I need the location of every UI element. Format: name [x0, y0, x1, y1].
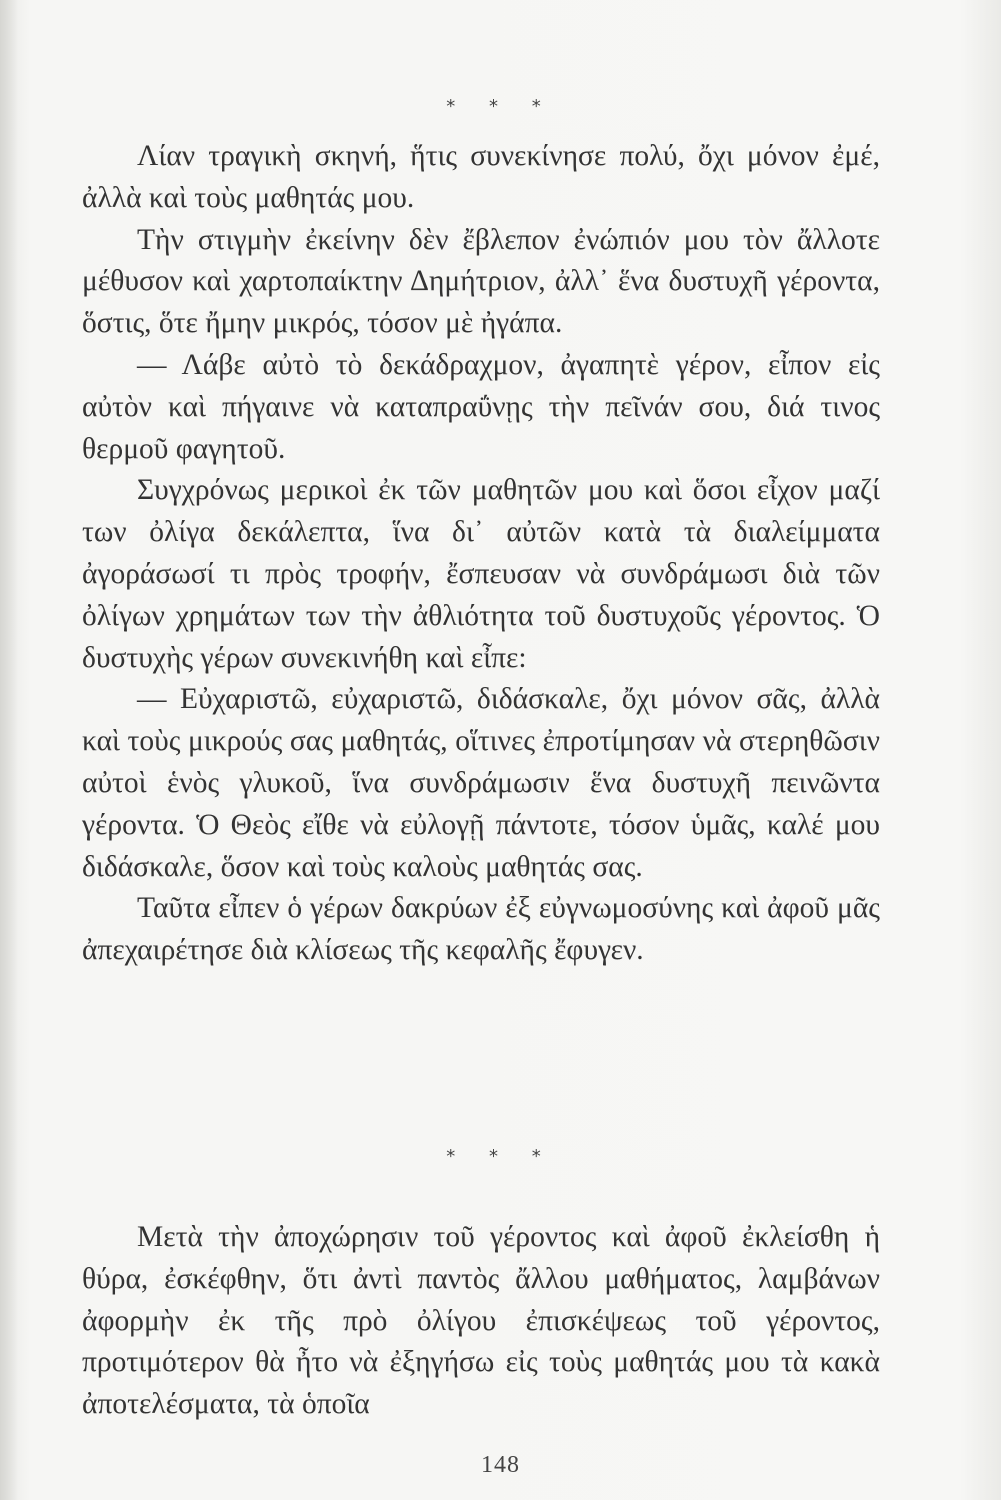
page-gutter-shadow	[0, 0, 18, 1500]
paragraph-3: — Λάβε αὐτὸ τὸ δεκάδραχμον, ἀγαπητὲ γέρον, εἶπον εἰς αὐτὸν καὶ πήγαινε νὰ καταπραΰνῃς τὴν πεῖνάν σου, διά τινος θερμοῦ φαγητοῦ.	[82, 348, 880, 465]
text-block-bottom	[82, 1217, 880, 1426]
paragraph-4: Συγχρόνως μερικοὶ ἐκ τῶν μαθητῶν μου καὶ ὅσοι εἶχον μαζί των ὀλίγα δεκάλεπτα, ἵνα δι᾿ αὐτῶν κατὰ τὰ διαλείμματα ἀγοράσωσί τι πρὸς τροφήν, ἔσπευσαν νὰ συνδράμωσι διὰ τῶν ὀλίγων χρημάτων των τὴν ἀθλιότητα τοῦ δυστυχοῦς γέροντος. Ὁ δυστυχὴς γέρων συνεκινήθη καὶ εἶπε:	[82, 474, 880, 674]
paragraph-2: Τὴν στιγμὴν ἐκείνην δὲν ἔβλεπον ἐνώπιόν μου τὸν ἄλλοτε μέθυσον καὶ χαρτοπαίκτην Δημήτριον, ἀλλ᾿ ἕνα δυστυχῆ γέροντα, ὅστις, ὅτε ἤμην μικρός, τόσον μὲ ἠγάπα.	[82, 223, 880, 340]
paragraph-7: Μετὰ τὴν ἀποχώρησιν τοῦ γέροντος καὶ ἀφοῦ ἐκλείσθη ἡ θύρα, ἐσκέφθην, ὅτι ἀντὶ παντὸς ἄλλου μαθήματος, λαμβάνων ἀφορμὴν ἐκ τῆς πρὸ ὀλίγου ἐπισκέψεως τοῦ γέροντος, προτιμότερον θὰ ἦτο νὰ ἐξηγήσω εἰς τοὺς μαθητάς μου τὰ κακὰ ἀποτελέσματα, τὰ ὁποῖα	[82, 1221, 880, 1421]
text-block-top	[82, 136, 880, 972]
section-separator-middle: * * *	[446, 1146, 555, 1167]
paragraph-6: Ταῦτα εἶπεν ὁ γέρων δακρύων ἐξ εὐγνωμοσύνης καὶ ἀφοῦ μᾶς ἀπεχαιρέτησε διὰ κλίσεως τῆς κεφαλῆς ἔφυγεν.	[82, 892, 880, 967]
paragraph-5: — Εὐχαριστῶ, εὐχαριστῶ, διδάσκαλε, ὄχι μόνον σᾶς, ἀλλὰ καὶ τοὺς μικρούς σας μαθητάς, οἵτινες ἐπροτίμησαν νὰ στερηθῶσιν αὐτοὶ ἑνὸς γλυκοῦ, ἵνα συνδράμωσιν ἕνα δυστυχῆ πεινῶντα γέροντα. Ὁ Θεὸς εἴθε νὰ εὐλογῇ πάντοτε, τόσον ὑμᾶς, καλέ μου διδάσκαλε, ὅσον καὶ τοὺς καλοὺς μαθητάς σας.	[82, 683, 880, 883]
paragraph-1: Λίαν τραγικὴ σκηνή, ἥτις συνεκίνησε πολύ, ὄχι μόνον ἐμέ, ἀλλὰ καὶ τοὺς μαθητάς μου.	[82, 140, 880, 214]
page-number: 148	[481, 1452, 520, 1478]
section-separator-top: * * *	[446, 96, 555, 117]
